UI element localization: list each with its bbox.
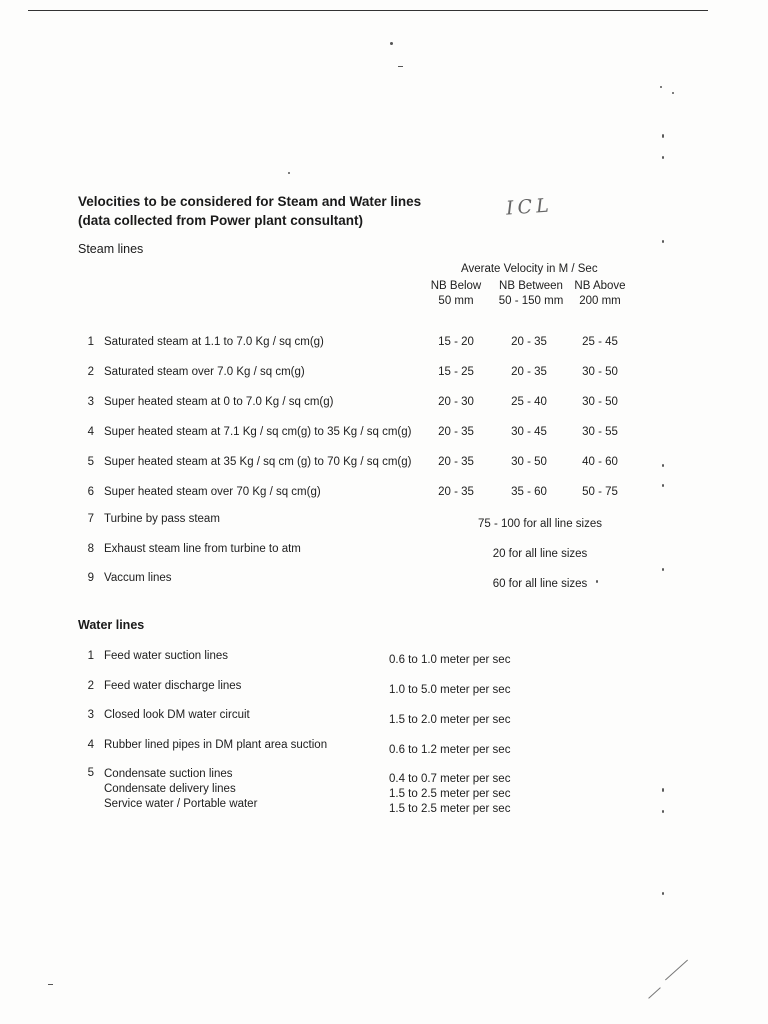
row-description: Turbine by pass steam xyxy=(104,513,220,525)
velocity-nb-below: 15 - 20 xyxy=(438,336,474,348)
steam-row xyxy=(0,486,768,502)
velocity-all-sizes: 75 - 100 for all line sizes xyxy=(477,518,602,530)
steam-row xyxy=(0,572,768,588)
water-velocity: 1.0 to 5.0 meter per sec xyxy=(389,684,511,696)
row-description: Saturated steam over 7.0 Kg / sq cm(g) xyxy=(104,366,305,378)
condensate-suction-label: Condensate suction lines xyxy=(104,768,233,780)
row-description: Exhaust steam line from turbine to atm xyxy=(104,543,301,555)
row-number: 2 xyxy=(87,366,94,378)
row-number: 9 xyxy=(87,572,94,584)
row-number: 3 xyxy=(87,396,94,408)
steam-row xyxy=(0,396,768,412)
row-description: Super heated steam at 35 Kg / sq cm (g) to 70 Kg / sq cm(g) xyxy=(104,456,412,468)
condensate-suction-velocity: 0.4 to 0.7 meter per sec xyxy=(389,773,511,785)
service-water-label: Service water / Portable water xyxy=(104,798,258,810)
row-number: 5 xyxy=(87,767,94,779)
row-number: 1 xyxy=(87,650,94,662)
water-velocity: 0.6 to 1.0 meter per sec xyxy=(389,654,511,666)
scan-speck xyxy=(662,156,664,159)
steam-row xyxy=(0,456,768,472)
scan-speck xyxy=(660,86,662,88)
velocity-nb-above: 25 - 45 xyxy=(582,336,618,348)
scan-speck xyxy=(390,42,393,45)
water-velocity: 0.6 to 1.2 meter per sec xyxy=(389,744,511,756)
scan-speck xyxy=(662,240,664,243)
velocity-all-sizes: 20 for all line sizes xyxy=(492,548,588,560)
steam-row xyxy=(0,336,768,352)
row-description: Feed water suction lines xyxy=(104,650,229,662)
row-description: Saturated steam at 1.1 to 7.0 Kg / sq cm(g) xyxy=(104,336,324,348)
steam-row xyxy=(0,426,768,442)
row-description: Feed water discharge lines xyxy=(104,680,242,692)
row-description: Vaccum lines xyxy=(104,572,172,584)
scan-speck xyxy=(662,810,664,813)
velocity-nb-between: 30 - 45 xyxy=(511,426,547,438)
handwritten-mark: ICL xyxy=(505,194,554,220)
scan-speck xyxy=(662,134,664,138)
steam-row xyxy=(0,366,768,382)
scan-speck xyxy=(662,892,664,895)
steam-lines-heading: Steam lines xyxy=(78,242,144,256)
scan-speck xyxy=(672,92,674,94)
velocity-nb-above: 50 - 75 xyxy=(582,486,618,498)
row-number: 8 xyxy=(87,543,94,555)
water-lines-heading: Water lines xyxy=(78,618,145,632)
row-description: Closed look DM water circuit xyxy=(104,709,250,721)
pen-stroke xyxy=(665,960,688,981)
scan-speck xyxy=(398,66,403,67)
condensate-delivery-velocity: 1.5 to 2.5 meter per sec xyxy=(389,788,511,800)
row-description-group xyxy=(104,767,257,812)
velocity-nb-between: 30 - 50 xyxy=(511,456,547,468)
service-water-velocity: 1.5 to 2.5 meter per sec xyxy=(389,803,511,815)
row-number: 1 xyxy=(87,336,94,348)
velocity-nb-above: 30 - 55 xyxy=(582,426,618,438)
velocity-all-sizes: 60 for all line sizes xyxy=(492,578,588,590)
velocity-nb-below: 20 - 35 xyxy=(438,486,474,498)
velocity-nb-above: 30 - 50 xyxy=(582,366,618,378)
velocity-nb-below: 20 - 35 xyxy=(438,426,474,438)
document-title xyxy=(78,192,421,230)
velocity-nb-below: 15 - 25 xyxy=(438,366,474,378)
velocity-nb-below: 20 - 30 xyxy=(438,396,474,408)
velocity-header: Averate Velocity in M / Sec xyxy=(461,263,598,275)
velocity-nb-between: 20 - 35 xyxy=(511,366,547,378)
row-description: Rubber lined pipes in DM plant area suction xyxy=(104,739,328,751)
row-number: 7 xyxy=(87,513,94,525)
velocity-nb-between: 20 - 35 xyxy=(511,336,547,348)
velocity-nb-above: 30 - 50 xyxy=(582,396,618,408)
row-number: 6 xyxy=(87,486,94,498)
row-number: 5 xyxy=(87,456,94,468)
row-number: 4 xyxy=(87,739,94,751)
scan-speck xyxy=(288,172,290,174)
row-description: Super heated steam at 7.1 Kg / sq cm(g) to 35 Kg / sq cm(g) xyxy=(104,426,412,438)
velocity-nb-between: 25 - 40 xyxy=(511,396,547,408)
row-description: Super heated steam at 0 to 7.0 Kg / sq cm(g) xyxy=(104,396,334,408)
row-description: Super heated steam over 70 Kg / sq cm(g) xyxy=(104,486,321,498)
condensate-delivery-label: Condensate delivery lines xyxy=(104,783,236,795)
scan-speck xyxy=(662,788,664,792)
velocity-nb-above: 40 - 60 xyxy=(582,456,618,468)
column-header-nb-above: NB Above 200 mm xyxy=(574,280,626,307)
scan-speck xyxy=(662,568,664,571)
top-rule xyxy=(28,10,708,11)
row-number: 3 xyxy=(87,709,94,721)
water-velocity: 1.5 to 2.0 meter per sec xyxy=(389,714,511,726)
title-line-1: Velocities to be considered for Steam and Water lines xyxy=(78,194,422,209)
velocity-nb-between: 35 - 60 xyxy=(511,486,547,498)
row-number: 2 xyxy=(87,680,94,692)
pen-stroke xyxy=(648,987,661,998)
title-line-2: (data collected from Power plant consultant) xyxy=(78,213,364,228)
water-velocity-group xyxy=(389,772,510,817)
row-number: 4 xyxy=(87,426,94,438)
steam-row xyxy=(0,543,768,559)
scan-speck xyxy=(48,984,53,985)
column-header-nb-between: NB Between 50 - 150 mm xyxy=(498,280,564,307)
column-header-nb-below: NB Below 50 mm xyxy=(430,280,482,307)
steam-row xyxy=(0,513,768,529)
velocity-nb-below: 20 - 35 xyxy=(438,456,474,468)
